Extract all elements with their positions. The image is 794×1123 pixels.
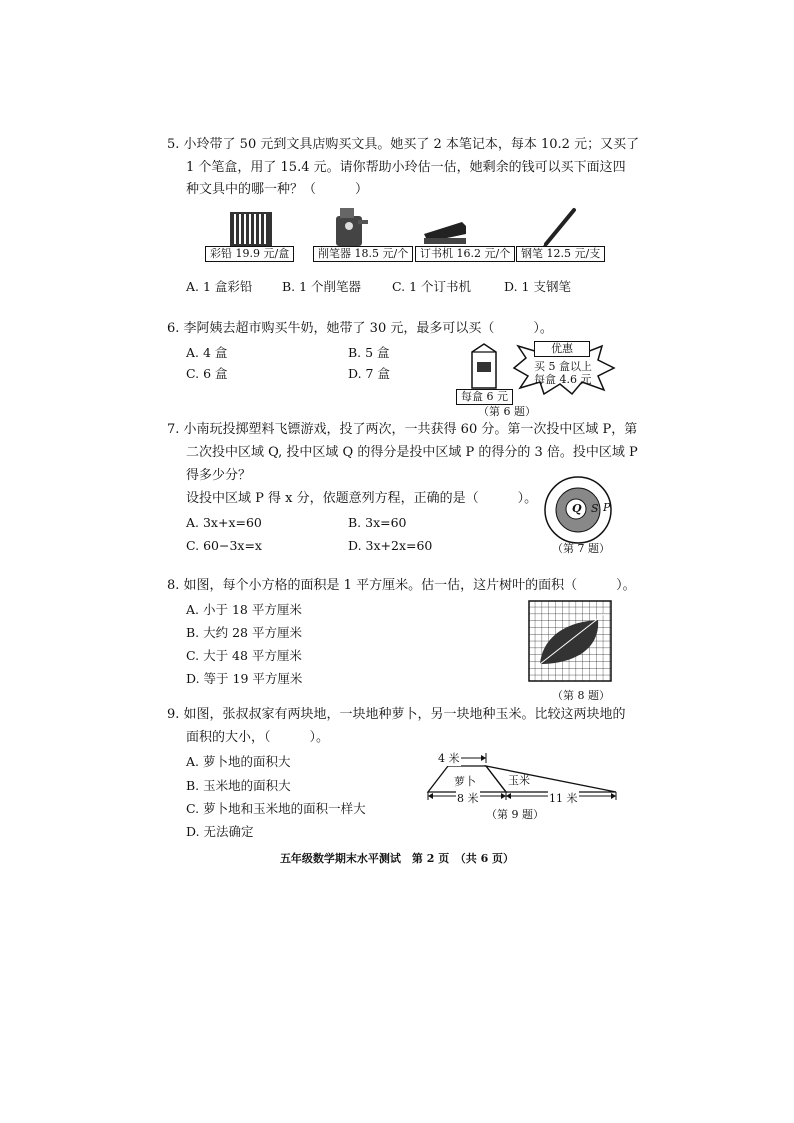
region-radish-label: 萝卜 (454, 775, 476, 788)
q8-caption: （第 8 题） (552, 689, 610, 702)
q9-option-d[interactable]: D. 无法确定 (186, 824, 254, 839)
dim-bottom-right-label: 11 米 (549, 792, 578, 805)
page-footer: 五年级数学期末水平测试 第 2 页 （共 6 页） (279, 852, 515, 865)
sharpener-image (330, 206, 370, 248)
q9-option-c[interactable]: C. 萝卜地和玉米地的面积一样大 (186, 801, 366, 816)
q5-line2: 1 个笔盒，用了 15.4 元。请你帮助小玲估一估，她剩余的钱可以买下面这四 (186, 160, 626, 175)
dim-bottom-left-label: 8 米 (457, 792, 479, 805)
q5-option-c[interactable]: C. 1 个订书机 (392, 279, 471, 294)
q6-option-b[interactable]: B. 5 盒 (348, 345, 390, 360)
q9-option-b[interactable]: B. 玉米地的面积大 (186, 778, 291, 793)
q9-line2: 面积的大小，（ ）。 (186, 730, 330, 745)
q7-line2: 二次投中区域 Q, 投中区域 Q 的得分是投中区域 P 的得分的 3 倍。投中区域 P (186, 445, 638, 460)
colored-pencils-image (228, 208, 274, 248)
promo-line1: 买 5 盒以上 (534, 360, 592, 373)
dart-label-p: P (603, 501, 611, 514)
q6-option-a[interactable]: A. 4 盒 (186, 345, 228, 360)
q8-option-b[interactable]: B. 大约 28 平方厘米 (186, 625, 302, 640)
q8-option-c[interactable]: C. 大于 48 平方厘米 (186, 648, 302, 663)
q6-caption: （第 6 题） (478, 405, 536, 418)
q7-option-c[interactable]: C. 60−3x=x (186, 538, 262, 553)
price-tag-pencils: 彩铅 19.9 元/盒 (205, 246, 294, 262)
leaf-grid-diagram (528, 600, 614, 684)
price-tag-sharpener: 削笔器 18.5 元/个 (313, 246, 413, 262)
dim-top-label: 4 米 (438, 752, 460, 765)
q5-line1: 5. 小玲带了 50 元到文具店购买文具。她买了 2 本笔记本，每本 10.2 元；又买了 (167, 137, 640, 152)
stapler-image (422, 212, 468, 246)
q5-option-b[interactable]: B. 1 个削笔器 (282, 279, 362, 294)
dart-label-q: Q (572, 502, 582, 515)
q5-option-a[interactable]: A. 1 盒彩铅 (186, 279, 253, 294)
dart-label-s: S (591, 502, 599, 515)
q8-option-d[interactable]: D. 等于 19 平方厘米 (186, 671, 303, 686)
q7-caption: （第 7 题） (552, 542, 610, 555)
q9-option-a[interactable]: A. 萝卜地的面积大 (186, 754, 291, 769)
milk-price-label: 每盒 6 元 (456, 389, 513, 405)
q7-option-a[interactable]: A. 3x+x=60 (186, 515, 262, 530)
price-tag-pen: 钢笔 12.5 元/支 (516, 246, 605, 262)
q8-line1: 8. 如图，每个小方格的面积是 1 平方厘米。估一估，这片树叶的面积（ ）。 (167, 578, 636, 593)
milk-carton-image (466, 342, 502, 390)
q5-option-d[interactable]: D. 1 支钢笔 (504, 279, 571, 294)
q9-line1: 9. 如图，张叔叔家有两块地，一块地种萝卜，另一块地种玉米。比较这两块地的 (167, 707, 626, 722)
q7-line3: 得多少分？ (186, 468, 252, 483)
promo-line2: 每盒 4.6 元 (534, 373, 592, 386)
q8-option-a[interactable]: A. 小于 18 平方厘米 (186, 602, 302, 617)
q7-line4: 设投中区域 P 得 x 分，依题意列方程，正确的是（ ）。 (186, 491, 538, 506)
q7-option-b[interactable]: B. 3x=60 (348, 515, 407, 530)
price-tag-stapler: 订书机 16.2 元/个 (415, 246, 515, 262)
pen-image (540, 206, 580, 248)
q6-line1: 6. 李阿姨去超市购买牛奶，她带了 30 元，最多可以买（ ）。 (167, 321, 553, 336)
q6-option-d[interactable]: D. 7 盒 (348, 366, 390, 381)
region-corn-label: 玉米 (508, 774, 530, 787)
q5-line3: 种文具中的哪一种？（ ） (186, 182, 369, 197)
q7-option-d[interactable]: D. 3x+2x=60 (348, 538, 433, 553)
q9-caption: （第 9 题） (486, 808, 544, 821)
promo-title: 优惠 (534, 341, 590, 357)
q7-line1: 7. 小南玩投掷塑料飞镖游戏，投了两次，一共获得 60 分。第一次投中区域 P，第 (167, 422, 638, 437)
q6-option-c[interactable]: C. 6 盒 (186, 366, 228, 381)
